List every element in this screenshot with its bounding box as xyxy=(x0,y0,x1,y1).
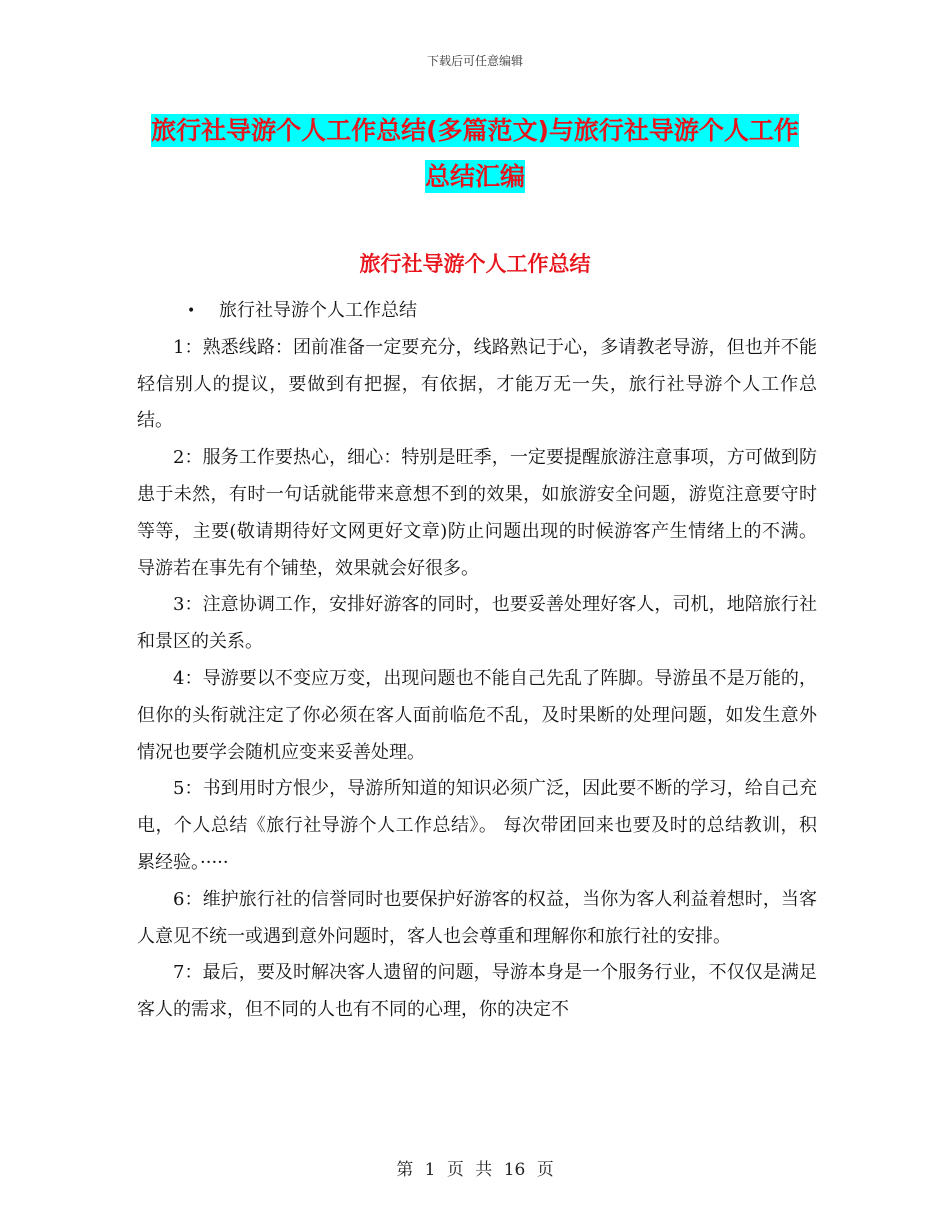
bullet-item xyxy=(137,293,817,330)
paragraph-3: 3：注意协调工作，安排好游客的同时，也要妥善处理好客人，司机，地陪旅行社和景区的关系。 xyxy=(137,594,817,653)
section-title: 旅行社导游个人工作总结 xyxy=(359,252,591,276)
paragraph-2: 2：服务工作要热心，细心：特别是旺季，一定要提醒旅游注意事项，方可做到防患于未然，有时一句话就能带来意想不到的效果，如旅游安全问题，游览注意要守时等等，主要(敬请期待好文网更好文章)防止问题出现的时候游客产生情绪上的不满。导游若在事先有个铺垫，效果就会好很多。 xyxy=(137,447,817,579)
document-body xyxy=(137,293,817,1029)
page-number-footer: 第 1 页 共 16 页 xyxy=(396,1160,554,1180)
bullet-item-text: 旅行社导游个人工作总结 xyxy=(219,300,417,321)
paragraph-6: 6：维护旅行社的信誉同时也要保护好游客的权益，当你为客人利益着想时，当客人意见不统一或遇到意外问题时，客人也会尊重和理解你和旅行社的安排。 xyxy=(137,888,817,947)
paragraph-7: 7：最后，要及时解决客人遗留的问题，导游本身是一个服务行业，不仅仅是满足客人的需求，但不同的人也有不同的心理，你的决定不 xyxy=(137,962,817,1021)
document-title-text: 旅行社导游个人工作总结(多篇范文)与旅行社导游个人工作总结汇编 xyxy=(151,116,799,191)
paragraph-4: 4：导游要以不变应万变，出现问题也不能自己先乱了阵脚。导游虽不是万能的，但你的头衔就注定了你必须在客人面前临危不乱，及时果断的处理问题，如发生意外情况也要学会随机应变来妥善处理。 xyxy=(137,667,817,763)
document-title xyxy=(150,108,800,200)
header-note: 下载后可任意编辑 xyxy=(426,54,523,68)
bullet-icon: • xyxy=(187,303,196,319)
paragraph-1: 1：熟悉线路：团前准备一定要充分，线路熟记于心，多请教老导游，但也并不能轻信别人的提议，要做到有把握，有依据，才能万无一失，旅行社导游个人工作总结。 xyxy=(137,336,817,432)
paragraph-5: 5：书到用时方恨少，导游所知道的知识必须广泛，因此要不断的学习，给自己充电，个人总结《旅行社导游个人工作总结》。 每次带团回来也要及时的总结教训，积累经验。····· xyxy=(137,778,817,873)
